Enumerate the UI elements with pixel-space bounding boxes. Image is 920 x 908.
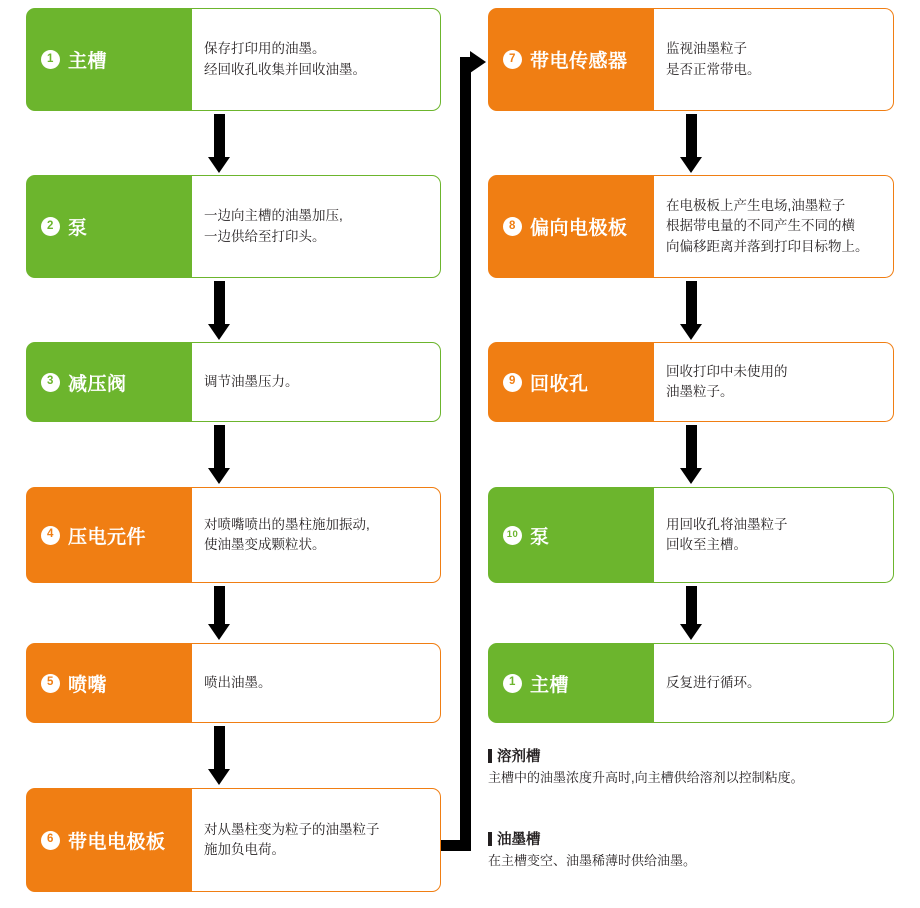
arrow-head-4-5 xyxy=(208,624,230,640)
step-description-5 xyxy=(192,644,440,722)
arrow-shaft-8-9 xyxy=(686,281,697,326)
desc-line: 监视油墨粒子 xyxy=(666,41,747,57)
note-bar-icon xyxy=(488,749,492,763)
arrow-head-1-2 xyxy=(208,157,230,173)
step-card-7 xyxy=(488,8,894,111)
desc-line: 使油墨变成颗粒状。 xyxy=(204,537,326,552)
desc-line: 对从墨柱变为粒子的油墨粒子 xyxy=(204,821,380,837)
step-label-2 xyxy=(27,176,192,277)
step-description-2 xyxy=(192,176,440,277)
note-title xyxy=(488,828,918,849)
step-label-4 xyxy=(27,488,192,582)
desc-line: 一边向主槽的油墨加压, xyxy=(204,208,343,224)
note-solvent-tank xyxy=(488,745,918,788)
step-number-badge: 3 xyxy=(41,373,60,392)
desc-line: 回收至主槽。 xyxy=(666,537,747,552)
step-description-3 xyxy=(192,343,440,421)
arrow-shaft-7-8 xyxy=(686,114,697,159)
note-title-text: 油墨槽 xyxy=(497,832,541,848)
desc-line: 施加负电荷。 xyxy=(204,842,285,857)
step-description-1 xyxy=(192,9,440,110)
step-title: 压电元件 xyxy=(68,526,147,548)
note-title-text: 溶剂槽 xyxy=(497,749,541,765)
step-description-6 xyxy=(192,789,440,891)
desc-line: 在电极板上产生电场,油墨粒子 xyxy=(666,198,846,214)
step-number-badge: 7 xyxy=(503,50,522,69)
arrow-shaft-3-4 xyxy=(214,425,225,470)
step-description-7 xyxy=(654,9,893,110)
step-number-badge: 8 xyxy=(503,217,522,236)
arrow-head-8-9 xyxy=(680,324,702,340)
step-label-3 xyxy=(27,343,192,421)
step-label-7 xyxy=(489,9,654,110)
arrow-head-9-10 xyxy=(680,468,702,484)
step-label-6 xyxy=(27,789,192,891)
step-title: 泵 xyxy=(68,218,88,239)
step-description-4 xyxy=(192,488,440,582)
step-number-badge: 2 xyxy=(41,217,60,236)
step-description-9 xyxy=(654,343,893,421)
step-card-9 xyxy=(488,342,894,422)
step-title: 减压阀 xyxy=(68,373,127,395)
arrow-head-6-7 xyxy=(470,51,486,73)
step-card-2 xyxy=(26,175,441,278)
step-number-badge: 10 xyxy=(503,526,522,545)
step-number-badge: 6 xyxy=(41,831,60,850)
step-card-6 xyxy=(26,788,441,892)
desc-line: 喷出油墨。 xyxy=(204,674,272,690)
step-description-8 xyxy=(654,176,893,277)
connector-6-7-vertical xyxy=(460,57,471,851)
note-bar-icon xyxy=(488,832,492,846)
arrow-head-2-3 xyxy=(208,324,230,340)
step-title: 偏向电极板 xyxy=(530,218,628,239)
step-number-badge: 1 xyxy=(503,674,522,693)
step-label-10 xyxy=(489,488,654,582)
step-card-1-loop xyxy=(488,643,894,723)
step-number-badge: 4 xyxy=(41,526,60,545)
desc-line: 用回收孔将油墨粒子 xyxy=(666,516,788,532)
desc-line: 油墨粒子。 xyxy=(666,384,734,399)
step-title: 泵 xyxy=(530,526,550,548)
step-number-badge: 9 xyxy=(503,373,522,392)
step-label-9 xyxy=(489,343,654,421)
desc-line: 调节油墨压力。 xyxy=(204,373,299,389)
arrow-head-3-4 xyxy=(208,468,230,484)
step-description-1-loop xyxy=(654,644,893,722)
arrow-shaft-2-3 xyxy=(214,281,225,326)
step-card-10 xyxy=(488,487,894,583)
step-title: 带电电极板 xyxy=(68,831,166,853)
arrow-head-7-8 xyxy=(680,157,702,173)
arrow-shaft-1-2 xyxy=(214,114,225,159)
note-title xyxy=(488,745,918,766)
step-number-badge: 1 xyxy=(41,50,60,69)
step-label-1-loop xyxy=(489,644,654,722)
step-card-3 xyxy=(26,342,441,422)
arrow-shaft-9-10 xyxy=(686,425,697,470)
step-description-10 xyxy=(654,488,893,582)
arrow-shaft-5-6 xyxy=(214,726,225,771)
step-label-1 xyxy=(27,9,192,110)
arrow-shaft-10-1 xyxy=(686,586,697,626)
arrow-shaft-4-5 xyxy=(214,586,225,626)
step-title: 主槽 xyxy=(68,51,108,72)
note-body: 主槽中的油墨浓度升高时,向主槽供给溶剂以控制粘度。 xyxy=(488,770,804,785)
note-ink-tank xyxy=(488,828,918,871)
step-number-badge: 5 xyxy=(41,674,60,693)
arrow-head-5-6 xyxy=(208,769,230,785)
step-label-8 xyxy=(489,176,654,277)
note-body: 在主槽变空、油墨稀薄时供给油墨。 xyxy=(488,853,697,868)
arrow-head-10-1 xyxy=(680,624,702,640)
desc-line: 向偏移距离并落到打印目标物上。 xyxy=(666,238,869,254)
step-label-5 xyxy=(27,644,192,722)
desc-line: 是否正常带电。 xyxy=(666,61,761,77)
step-title: 回收孔 xyxy=(530,373,589,395)
step-title: 喷嘴 xyxy=(68,674,108,696)
desc-line: 保存打印用的油墨。 xyxy=(204,41,326,57)
desc-line: 经回收孔收集并回收油墨。 xyxy=(204,61,366,77)
step-card-1 xyxy=(26,8,441,111)
desc-line: 回收打印中未使用的 xyxy=(666,363,788,379)
desc-line: 对喷嘴喷出的墨柱施加振动, xyxy=(204,516,370,532)
step-card-5 xyxy=(26,643,441,723)
desc-line: 一边供给至打印头。 xyxy=(204,228,326,244)
step-title: 带电传感器 xyxy=(530,51,628,72)
step-card-4 xyxy=(26,487,441,583)
desc-line: 根据带电量的不同产生不同的横 xyxy=(666,218,855,234)
desc-line: 反复进行循环。 xyxy=(666,674,761,690)
step-card-8 xyxy=(488,175,894,278)
step-title: 主槽 xyxy=(530,674,570,696)
